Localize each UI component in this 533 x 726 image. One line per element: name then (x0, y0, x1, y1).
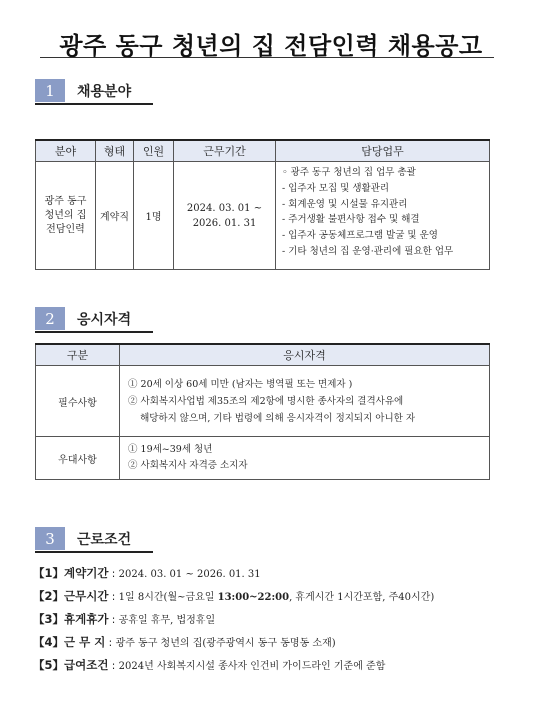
section-title: 응시자격 (77, 311, 132, 328)
table-header-row (36, 344, 490, 366)
category-cell: 필수사항 (36, 366, 120, 437)
section-number: 1 (35, 79, 65, 102)
table-header-row (36, 140, 490, 162)
qualification-table (35, 343, 490, 480)
condition-value: 광주 동구 청년의 집(광주광역시 동구 동명동 소재) (115, 638, 336, 649)
condition-value: 1일 8시간(월~금요일 13:00~22:00, 휴게시간 1시간포함, 주40시간) (118, 592, 435, 603)
section-title: 채용분야 (77, 83, 132, 100)
duty-line: - 입주자 모집 및 생활관리 (282, 182, 390, 194)
section-number: 3 (35, 527, 65, 550)
title-underline (40, 57, 494, 58)
condition-value: 공휴일 휴무, 법정휴일 (118, 615, 216, 626)
section-underline (35, 331, 153, 333)
condition-work-hours: 【2】근무시간 : 1일 8시간(월~금요일 13:00~22:00, 휴게시간 1시간포함, 주40시간) (33, 589, 435, 603)
condition-value: 2024. 03. 01 ~ 2026. 01. 31 (118, 569, 261, 580)
section-heading-3 (35, 527, 131, 550)
table-row (36, 437, 490, 480)
condition-salary: 【5】급여조건 : 2024년 사회복지시설 종사자 인건비 가이드라인 기준에 준함 (33, 658, 386, 672)
count-cell: 1명 (134, 162, 174, 270)
field-cell: 광주 동구 청년의 집 전담인력 (36, 162, 96, 270)
section-underline (35, 103, 153, 105)
condition-label: 【4】근 무 지 (33, 635, 106, 649)
condition-leave: 【3】휴게휴가 : 공휴일 휴무, 법정휴일 (33, 612, 216, 626)
condition-contract-period: 【1】계약기간 : 2024. 03. 01 ~ 2026. 01. 31 (33, 566, 261, 580)
qual-line: ② 사회복지사업법 제35조의 제2항에 명시한 종사자의 결격사유에 (128, 395, 404, 407)
section-number: 2 (35, 307, 65, 330)
duty-line: - 주거생활 불편사항 접수 및 해결 (282, 214, 420, 226)
page-title: 광주 동구 청년의 집 전담인력 채용공고 (59, 32, 483, 60)
duty-line: - 입주자 공동체프로그램 발굴 및 운영 (282, 230, 438, 242)
period-cell: 2024. 03. 01 ~ 2026. 01. 31 (174, 162, 276, 270)
header-cell: 근무기간 (174, 140, 276, 162)
header-cell: 분야 (36, 140, 96, 162)
table-row (36, 366, 490, 437)
condition-label: 【3】휴게휴가 (33, 612, 109, 626)
header-cell: 응시자격 (120, 344, 490, 366)
duty-line: - 회계운영 및 시설물 유지관리 (282, 198, 408, 210)
header-cell: 인원 (134, 140, 174, 162)
qualification-cell (120, 366, 490, 437)
condition-workplace: 【4】근 무 지 : 광주 동구 청년의 집(광주광역시 동구 동명동 소재) (33, 635, 336, 649)
table-row (36, 162, 490, 270)
duties-cell (276, 162, 490, 270)
section-heading-2 (35, 307, 131, 330)
qualification-cell (120, 437, 490, 480)
qual-line: 해당하지 않으며, 기타 법령에 의해 응시자격이 정지되지 아니한 자 (128, 412, 416, 424)
type-cell: 계약직 (96, 162, 134, 270)
condition-label: 【5】급여조건 (33, 658, 109, 672)
qual-line: ① 19세~39세 청년 (128, 444, 213, 455)
condition-label: 【2】근무시간 (33, 589, 109, 603)
condition-value: 2024년 사회복지시설 종사자 인건비 가이드라인 기준에 준함 (118, 661, 386, 672)
section-underline (35, 551, 153, 553)
duty-line: ◦ 광주 동구 청년의 집 업무 총괄 (282, 167, 416, 178)
section-title: 근로조건 (77, 531, 132, 548)
category-cell: 우대사항 (36, 437, 120, 480)
condition-label: 【1】계약기간 (33, 566, 109, 580)
header-cell: 담당업무 (276, 140, 490, 162)
duty-line: - 기타 청년의 집 운영·관리에 필요한 업무 (282, 245, 454, 257)
header-cell: 구분 (36, 344, 120, 366)
recruit-table (35, 139, 490, 270)
qual-line: ① 20세 이상 60세 미만 (남자는 병역필 또는 면제자 ) (128, 378, 353, 390)
header-cell: 형태 (96, 140, 134, 162)
section-heading-1 (35, 79, 131, 102)
qual-line: ② 사회복지사 자격증 소지자 (128, 460, 248, 471)
